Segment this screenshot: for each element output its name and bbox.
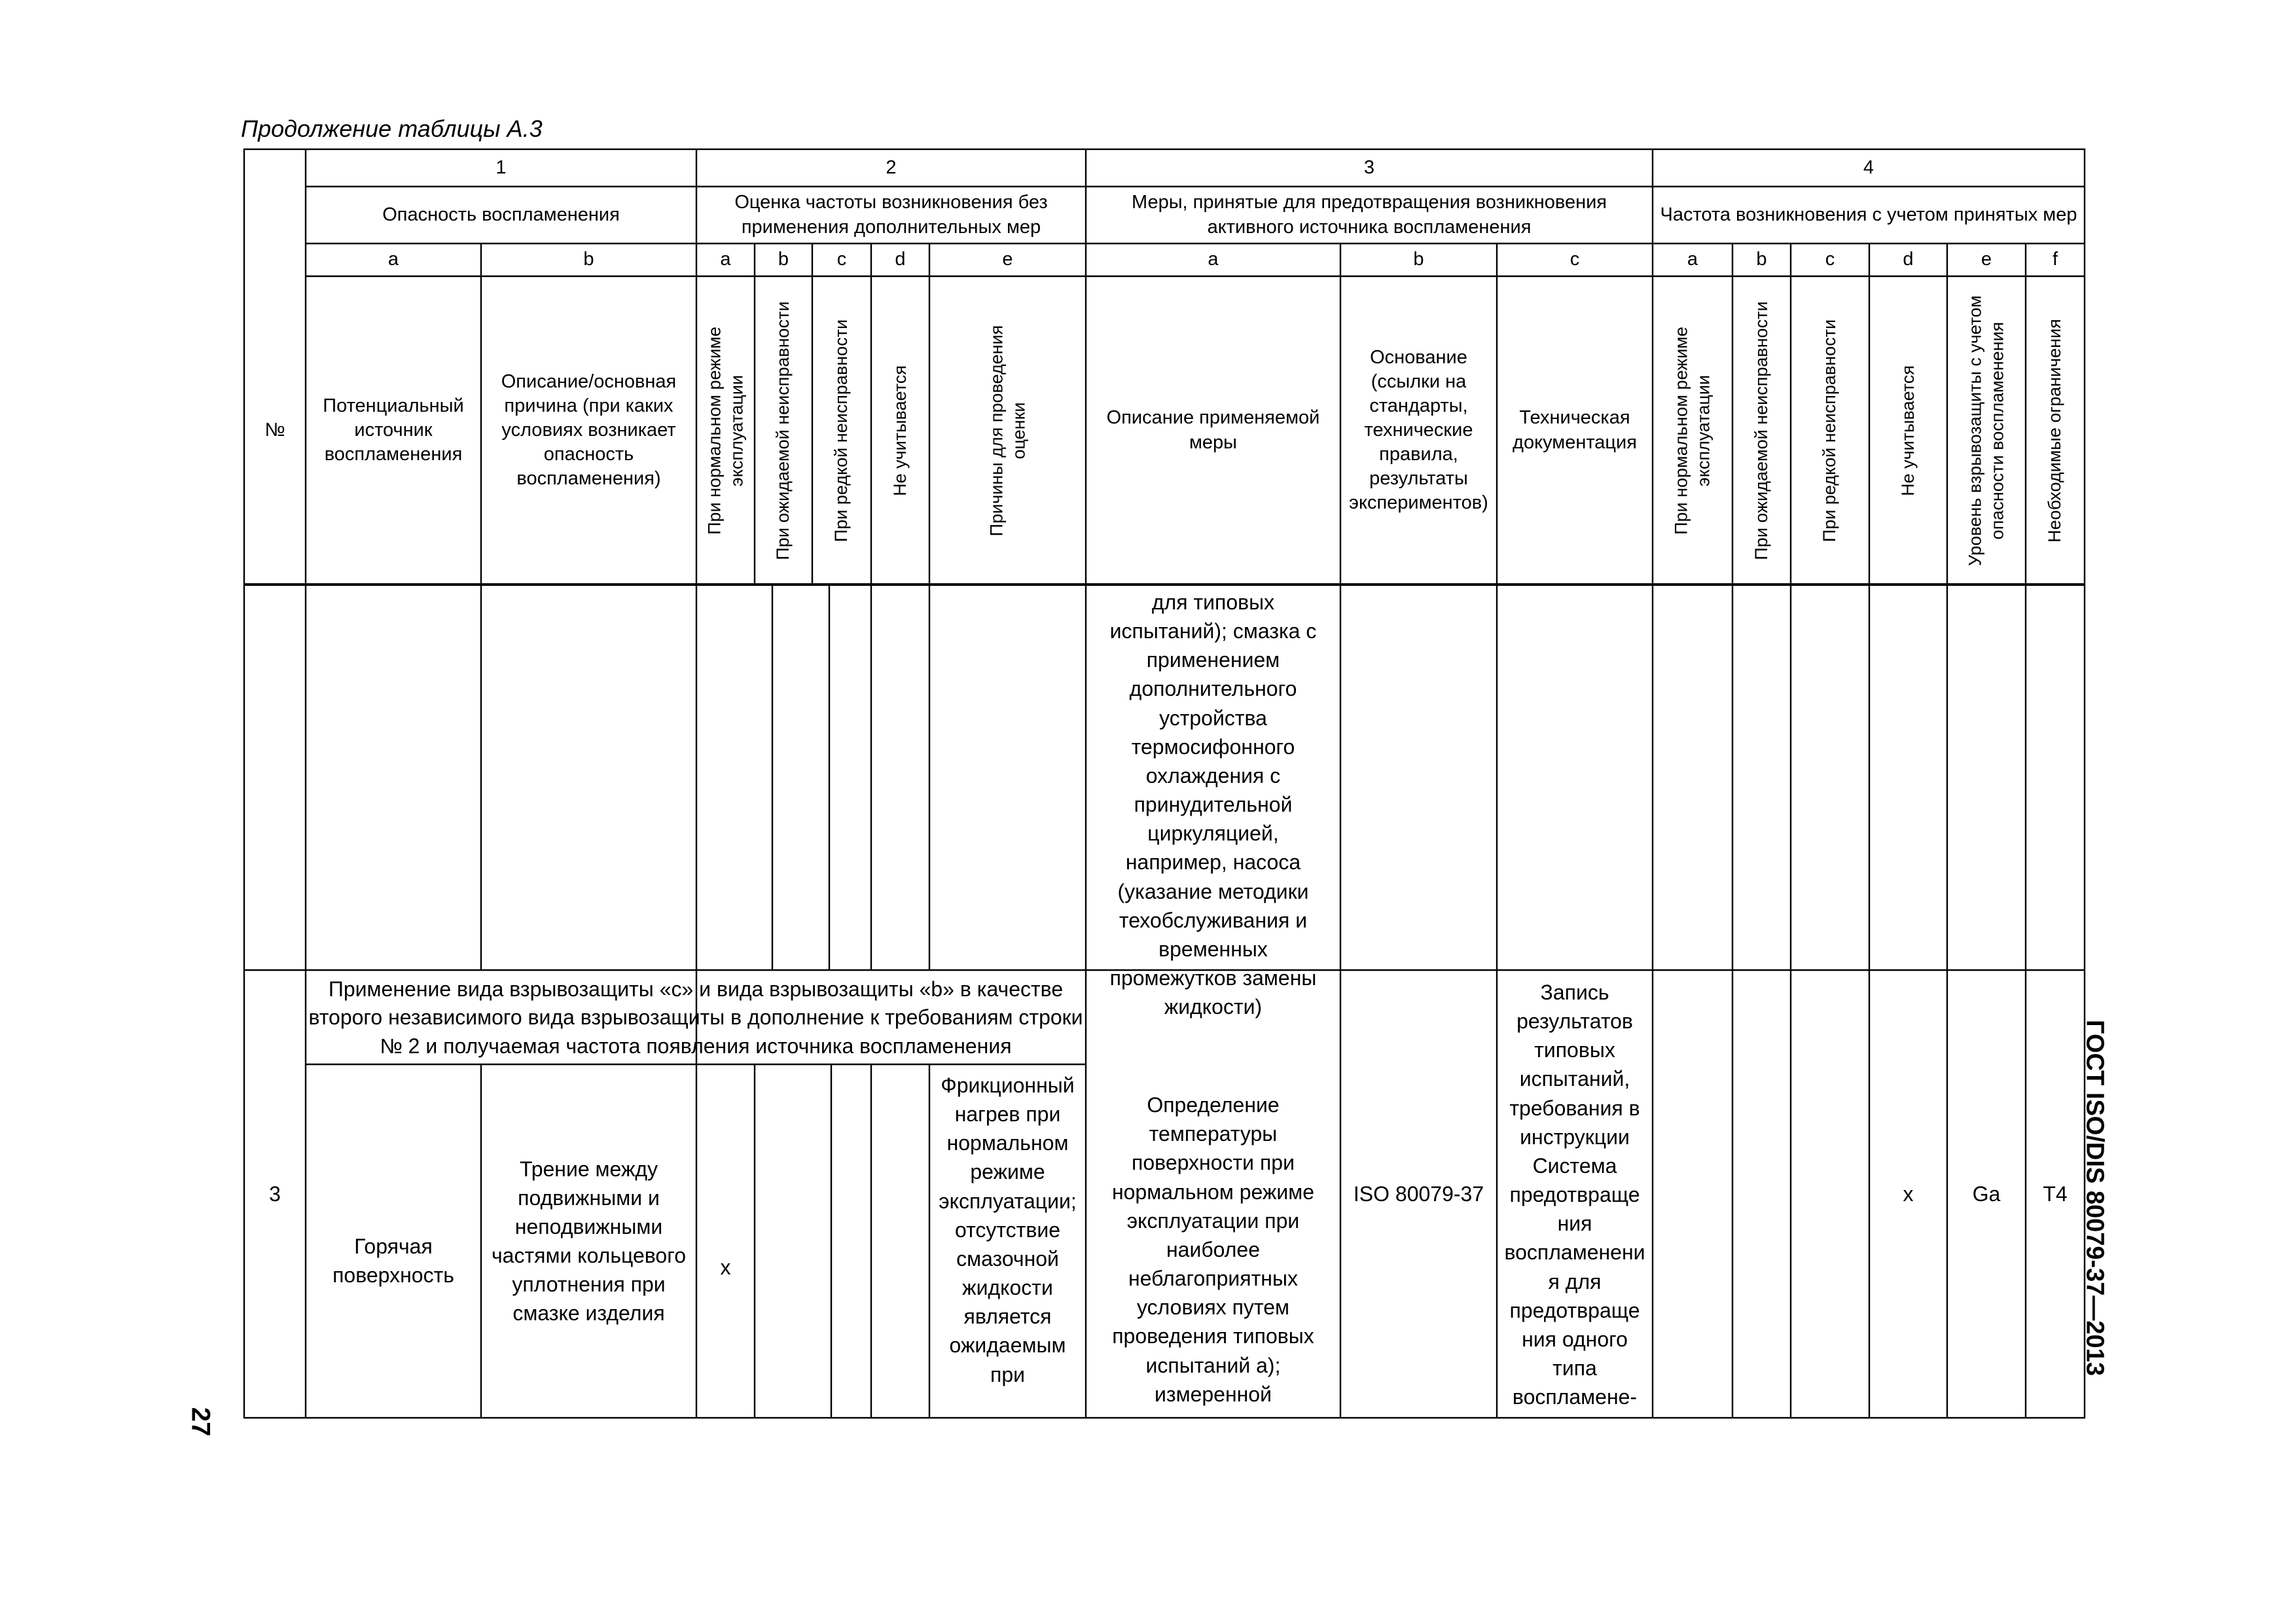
group-ignition-hazard: Опасность воспламенения <box>382 204 620 225</box>
row3-g4-limitations: T4 <box>2043 1182 2068 1206</box>
letter-g1-b: b <box>583 249 594 270</box>
letter-g4-c: c <box>1825 249 1835 270</box>
letter-g2-e: e <box>1002 249 1013 270</box>
row3-number: 3 <box>269 1182 281 1206</box>
row3-intro-text: Применение вида взрывозащиты «с» и вида взрывозащиты «b» в качестве второго независимого вида взрывозащиты в дополнение к требованиям строки № 2 и получаемая частота появления источника воспламенения <box>308 977 1083 1058</box>
continued-measure-text: для типовых испытаний); смазка с применением дополнительного устройства термосифонного охлаждения с принудительной циркуляцией, например, насоса (указание методики техобслуживания и временных промежутков замены жидкости) <box>1109 590 1317 1019</box>
column-number-1: 1 <box>495 156 507 178</box>
row3-measure: Определение температуры поверхности при нормальном режиме эксплуатации при наиболее неблагоприятных условиях путем проведения типовых испытаний а); измеренной <box>1111 1093 1315 1406</box>
letter-g4-d: d <box>1903 249 1914 270</box>
row3-description: Трение между подвижными и неподвижными частями кольцевого уплотнения при смазке изделия <box>492 1157 686 1326</box>
header-measure-description: Описание применяемой меры <box>1106 407 1320 453</box>
row3-basis: ISO 80079-37 <box>1353 1182 1484 1206</box>
letter-g4-f: f <box>2052 249 2058 270</box>
letter-g3-b: b <box>1413 249 1424 270</box>
header-g2-expected: При ожидаемой неисправности <box>773 300 793 560</box>
letter-g1-a: a <box>387 249 399 270</box>
row3-technical-documentation: Запись результатов типовых испытаний, требования в инструкции Система предотвраще ния воспламенени я для предотвраще ния одного типа воспламене- <box>1504 981 1645 1409</box>
header-description: Описание/основная причина (при каких условиях возникает опасность воспламенения) <box>501 370 677 490</box>
standard-code: ГОСТ ISO/DIS 80079-37—2013 <box>2081 1020 2109 1376</box>
header-g4-expected: При ожидаемой неисправности <box>1751 300 1771 560</box>
group-frequency-with-measures: Частота возникновения с учетом принятых мер <box>1660 204 2077 225</box>
letter-g4-b: b <box>1756 249 1767 270</box>
header-g2-reasons: Причины для проведения оценки <box>986 325 1028 536</box>
letter-g3-c: c <box>1570 249 1580 270</box>
header-g2-rare: При редкой неисправности <box>831 319 852 542</box>
column-number-3: 3 <box>1363 156 1375 178</box>
header-g2-not-considered: Не учитывается <box>889 365 910 496</box>
row3-g4-not-considered: x <box>1903 1182 1914 1206</box>
header-g4-protection-level: Уровень взрывозащиты с учетом опасности воспламенения <box>1965 295 2007 566</box>
row3-potential-source: Горячая поверхность <box>332 1234 454 1287</box>
row3-reasons: Фрикционный нагрев при нормальном режиме эксплуатации; отсутствие смазочной жидкости является ожидаемым при <box>939 1074 1077 1386</box>
row3-g4-protection-level: Ga <box>1972 1182 2001 1206</box>
header-g4-limitations: Необходимые ограничения <box>2045 318 2065 543</box>
header-number: № <box>264 419 285 441</box>
header-technical-documentation: Техническая документация <box>1513 407 1637 453</box>
letter-g2-c: c <box>836 249 847 270</box>
header-g4-not-considered: Не учитывается <box>1897 365 1918 496</box>
column-number-4: 4 <box>1863 156 1874 178</box>
header-g4-rare: При редкой неисправности <box>1820 319 1840 542</box>
letter-g4-a: a <box>1687 249 1698 270</box>
table-caption: Продолжение таблицы А.3 <box>241 115 543 142</box>
letter-g2-d: d <box>895 249 906 270</box>
column-number-2: 2 <box>886 156 897 178</box>
letter-g2-b: b <box>778 249 789 270</box>
group-measures-taken: Меры, принятые для предотвращения возникновения активного источника воспламенения <box>1131 192 1607 238</box>
letter-g3-a: a <box>1208 249 1219 270</box>
letter-g4-e: e <box>1981 249 1992 270</box>
header-g4-normal: При нормальном режиме эксплуатации <box>1671 326 1713 535</box>
header-basis: Основание (ссылки на стандарты, технические правила, результаты экспериментов) <box>1349 346 1488 514</box>
header-potential-source: Потенциальный источник воспламенения <box>323 395 464 465</box>
row3-g2-normal-mark: x <box>720 1255 731 1279</box>
page-number-text: 27 <box>186 1407 215 1437</box>
group-frequency-without-measures: Оценка частоты возникновения без применения дополнительных мер <box>734 192 1048 238</box>
header-g2-normal: При нормальном режиме эксплуатации <box>704 326 746 535</box>
letter-g2-a: a <box>720 249 731 270</box>
